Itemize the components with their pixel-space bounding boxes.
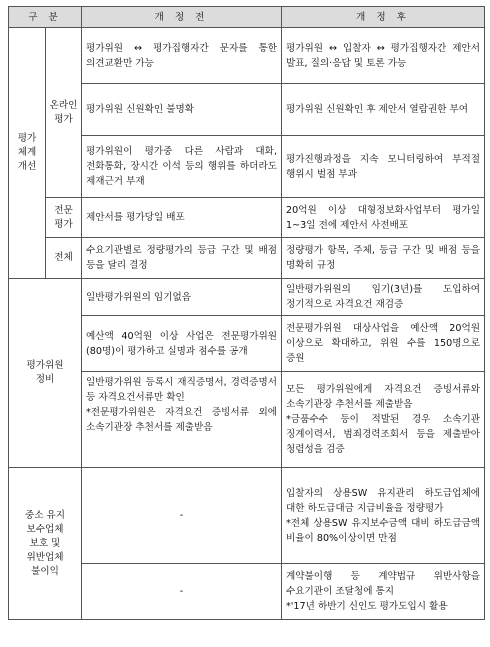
before-cell: 평가위원이 평가중 다른 사람과 대화, 전화통화, 장시간 이석 등의 행위를 하더라도 제재근거 부재 xyxy=(82,136,282,198)
section-name: 중소 유지 보수업체 보호 및 위반업체 불이익 xyxy=(9,468,82,620)
table-row xyxy=(9,198,485,238)
after-text: 계약불이행 등 계약법규 위반사항을 수요기관이 조달청에 통지 xyxy=(286,571,480,597)
header-before: 개 정 전 xyxy=(82,7,282,28)
before-cell: 제안서를 평가당일 배포 xyxy=(82,198,282,238)
after-cell xyxy=(282,372,485,468)
subcategory: 전문 평가 xyxy=(46,198,82,238)
before-text: 일반평가위원 등록시 재직증명서, 경력증명서 등 자격요건서류만 확인 xyxy=(86,377,277,403)
before-cell: - xyxy=(82,564,282,620)
before-cell: - xyxy=(82,468,282,564)
table-row xyxy=(9,279,485,316)
after-note: *'17년 하반기 신인도 평가도입시 활용 xyxy=(286,601,448,612)
section-name: 평가위원 정비 xyxy=(9,279,82,468)
before-note: *전문평가위원은 자격요건 증빙서류 외에 소속기관장 추천서를 제출받음 xyxy=(86,407,277,433)
header-category: 구 분 xyxy=(9,7,82,28)
after-cell: 평가위원 ↔ 입찰자 ↔ 평가집행자간 제안서 발표, 질의·응답 및 토론 가능 xyxy=(282,28,485,84)
table-row xyxy=(9,238,485,279)
revision-comparison-table xyxy=(8,6,485,620)
before-cell: 일반평가위원의 임기없음 xyxy=(82,279,282,316)
subcategory: 전체 xyxy=(46,238,82,279)
after-note: *전체 상용SW 유지보수금액 대비 하도급금액 비율이 80%이상이면 만점 xyxy=(286,517,480,544)
before-cell: 수요기관별로 정량평가의 등급 구간 및 배점 등을 달리 결정 xyxy=(82,238,282,279)
after-cell: 평가위원 신원확인 후 제안서 열람권한 부여 xyxy=(282,84,485,136)
after-cell: 일반평가위원의 임기(3년)를 도입하여 정기적으로 자격요건 재검증 xyxy=(282,279,485,316)
before-cell: 평가위원 ↔ 평가집행자간 문자를 통한 의견교환만 가능 xyxy=(82,28,282,84)
before-cell: 평가위원 신원확인 불명확 xyxy=(82,84,282,136)
after-cell: 20억원 이상 대형정보화사업부터 평가일 1~3일 전에 제안서 사전배포 xyxy=(282,198,485,238)
after-note: *금품수수 등이 적발된 경우 소속기관 징계이력서, 범죄경력조회서 등을 제출받아 청렴성을 검증 xyxy=(286,414,480,455)
before-cell: 예산액 40억원 이상 사업은 전문평가위원(80명)이 평가하고 실명과 점수를 공개 xyxy=(82,316,282,372)
before-cell xyxy=(82,372,282,468)
after-cell xyxy=(282,468,485,564)
after-cell: 정량평가 항목, 주체, 등급 구간 및 배점 등을 명확히 규정 xyxy=(282,238,485,279)
comparison-table-wrapper xyxy=(8,6,485,620)
after-cell: 전문평가위원 대상사업을 예산액 20억원 이상으로 확대하고, 위원 수를 150명으로 증원 xyxy=(282,316,485,372)
section-name: 평가 체계 개선 xyxy=(9,28,46,279)
after-text: 모든 평가위원에게 자격요건 증빙서류와 소속기관장 추천서를 제출받음 xyxy=(286,384,480,410)
table-row xyxy=(9,468,485,564)
header-after: 개 정 후 xyxy=(282,7,485,28)
after-cell xyxy=(282,564,485,620)
header-row xyxy=(9,7,485,28)
table-row xyxy=(9,28,485,84)
subcategory: 온라인 평가 xyxy=(46,28,82,198)
after-cell: 평가진행과정을 지속 모니터링하여 부적절 행위시 벌점 부과 xyxy=(282,136,485,198)
after-text: 입찰자의 상용SW 유지관리 하도급업체에 대한 하도급대금 지급비율을 정량평가 xyxy=(286,487,480,514)
